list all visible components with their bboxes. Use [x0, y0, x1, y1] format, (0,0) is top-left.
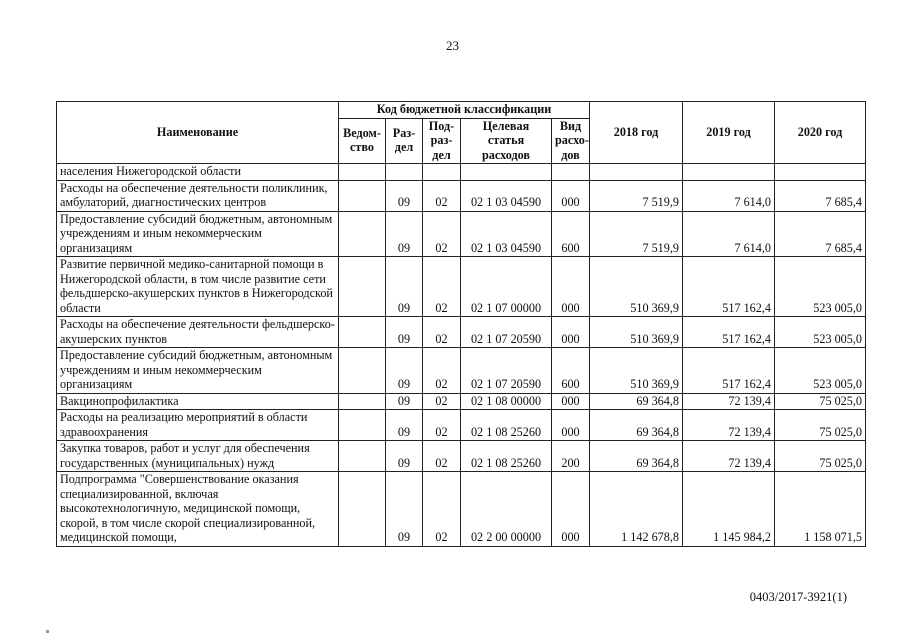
cell-amount-2020: 75 025,0	[775, 393, 866, 410]
cell-department	[339, 410, 386, 441]
cell-amount-2018: 510 369,9	[590, 317, 683, 348]
cell-subsection: 02	[423, 317, 461, 348]
cell-amount-2018: 1 142 678,8	[590, 472, 683, 547]
document-code: 0403/2017-3921(1)	[749, 590, 847, 604]
cell-expense-type: 200	[552, 441, 590, 472]
cell-section: 09	[386, 180, 423, 211]
cell-name: Расходы на обеспечение деятельности поликлиник, амбулаторий, диагностических центров	[57, 180, 339, 211]
cell-amount-2019: 72 139,4	[683, 410, 775, 441]
cell-amount-2020: 523 005,0	[775, 317, 866, 348]
cell-amount-2020	[775, 164, 866, 181]
cell-expense-type: 000	[552, 180, 590, 211]
cell-expense-type: 600	[552, 348, 590, 394]
cell-amount-2019: 1 145 984,2	[683, 472, 775, 547]
table-header	[57, 102, 866, 164]
cell-section: 09	[386, 317, 423, 348]
cell-subsection: 02	[423, 257, 461, 317]
table-body	[57, 164, 866, 547]
cell-expense-type: 000	[552, 410, 590, 441]
cell-target-article: 02 1 03 04590	[461, 180, 552, 211]
budget-table	[56, 101, 866, 547]
header-target-article: Целевая статья расходов	[461, 118, 552, 164]
cell-section: 09	[386, 441, 423, 472]
header-year-2018: 2018 год	[590, 102, 683, 164]
cell-amount-2018: 7 519,9	[590, 211, 683, 257]
cell-amount-2020: 75 025,0	[775, 410, 866, 441]
cell-target-article	[461, 164, 552, 181]
cell-amount-2019: 517 162,4	[683, 317, 775, 348]
cell-target-article: 02 1 07 20590	[461, 348, 552, 394]
cell-amount-2019: 517 162,4	[683, 257, 775, 317]
cell-department	[339, 257, 386, 317]
table-row	[57, 410, 866, 441]
cell-amount-2020: 1 158 071,5	[775, 472, 866, 547]
cell-amount-2020: 7 685,4	[775, 211, 866, 257]
cell-section: 09	[386, 393, 423, 410]
cell-department	[339, 317, 386, 348]
header-year-2019: 2019 год	[683, 102, 775, 164]
cell-subsection: 02	[423, 441, 461, 472]
cell-target-article: 02 2 00 00000	[461, 472, 552, 547]
table-row	[57, 180, 866, 211]
cell-section: 09	[386, 257, 423, 317]
cell-department	[339, 180, 386, 211]
cell-name: Предоставление субсидий бюджетным, автономным учреждениям и иным некоммерческим организациям	[57, 211, 339, 257]
cell-amount-2018: 69 364,8	[590, 393, 683, 410]
cell-amount-2018: 7 519,9	[590, 180, 683, 211]
cell-amount-2019: 7 614,0	[683, 180, 775, 211]
cell-subsection	[423, 164, 461, 181]
cell-amount-2018	[590, 164, 683, 181]
header-expense-type: Вид расхо-дов	[552, 118, 590, 164]
cell-department	[339, 441, 386, 472]
cell-amount-2018: 510 369,9	[590, 257, 683, 317]
cell-name: Расходы на обеспечение деятельности фельдшерско-акушерских пунктов	[57, 317, 339, 348]
cell-department	[339, 211, 386, 257]
cell-name: населения Нижегородской области	[57, 164, 339, 181]
table-row	[57, 211, 866, 257]
cell-amount-2019: 72 139,4	[683, 393, 775, 410]
cell-subsection: 02	[423, 211, 461, 257]
header-name: Наименование	[57, 102, 339, 164]
cell-target-article: 02 1 07 00000	[461, 257, 552, 317]
page-number: 23	[446, 38, 459, 53]
cell-section: 09	[386, 211, 423, 257]
cell-section: 09	[386, 410, 423, 441]
cell-subsection: 02	[423, 410, 461, 441]
cell-amount-2020: 523 005,0	[775, 348, 866, 394]
cell-expense-type: 600	[552, 211, 590, 257]
cell-section: 09	[386, 472, 423, 547]
cell-target-article: 02 1 08 25260	[461, 410, 552, 441]
cell-subsection: 02	[423, 393, 461, 410]
cell-section	[386, 164, 423, 181]
table-row	[57, 317, 866, 348]
header-department: Ведом-ство	[339, 118, 386, 164]
cell-subsection: 02	[423, 180, 461, 211]
cell-amount-2020: 523 005,0	[775, 257, 866, 317]
table-row	[57, 472, 866, 547]
cell-section: 09	[386, 348, 423, 394]
cell-name: Вакцинопрофилактика	[57, 393, 339, 410]
cell-name: Подпрограмма "Совершенствование оказания специализированной, включая высокотехнологичную, медицинской помощи, скорой, в том числе скорой специализированной, медицинской помощи,	[57, 472, 339, 547]
cell-department	[339, 348, 386, 394]
cell-name: Закупка товаров, работ и услуг для обеспечения государственных (муниципальных) нужд	[57, 441, 339, 472]
cell-expense-type	[552, 164, 590, 181]
header-section: Раз-дел	[386, 118, 423, 164]
cell-target-article: 02 1 07 20590	[461, 317, 552, 348]
header-year-2020: 2020 год	[775, 102, 866, 164]
scan-mark	[46, 630, 49, 633]
cell-amount-2019: 7 614,0	[683, 211, 775, 257]
cell-department	[339, 472, 386, 547]
cell-amount-2018: 69 364,8	[590, 441, 683, 472]
cell-amount-2019: 517 162,4	[683, 348, 775, 394]
header-classification-group: Код бюджетной классификации	[339, 102, 590, 119]
cell-expense-type: 000	[552, 472, 590, 547]
table-row	[57, 441, 866, 472]
table-row	[57, 348, 866, 394]
cell-target-article: 02 1 03 04590	[461, 211, 552, 257]
table-row	[57, 257, 866, 317]
cell-name: Расходы на реализацию мероприятий в области здравоохранения	[57, 410, 339, 441]
cell-subsection: 02	[423, 348, 461, 394]
table-row	[57, 393, 866, 410]
cell-target-article: 02 1 08 25260	[461, 441, 552, 472]
cell-subsection: 02	[423, 472, 461, 547]
cell-target-article: 02 1 08 00000	[461, 393, 552, 410]
cell-amount-2020: 7 685,4	[775, 180, 866, 211]
cell-amount-2019	[683, 164, 775, 181]
cell-department	[339, 393, 386, 410]
cell-expense-type: 000	[552, 317, 590, 348]
cell-amount-2018: 510 369,9	[590, 348, 683, 394]
cell-department	[339, 164, 386, 181]
cell-amount-2018: 69 364,8	[590, 410, 683, 441]
cell-name: Развитие первичной медико-санитарной помощи в Нижегородской области, в том числе развитие сети фельдшерско-акушерских пунктов в Нижегородской области	[57, 257, 339, 317]
cell-expense-type: 000	[552, 257, 590, 317]
table-row	[57, 164, 866, 181]
cell-expense-type: 000	[552, 393, 590, 410]
cell-amount-2020: 75 025,0	[775, 441, 866, 472]
cell-amount-2019: 72 139,4	[683, 441, 775, 472]
cell-name: Предоставление субсидий бюджетным, автономным учреждениям и иным некоммерческим организациям	[57, 348, 339, 394]
header-subsection: Под-раз-дел	[423, 118, 461, 164]
